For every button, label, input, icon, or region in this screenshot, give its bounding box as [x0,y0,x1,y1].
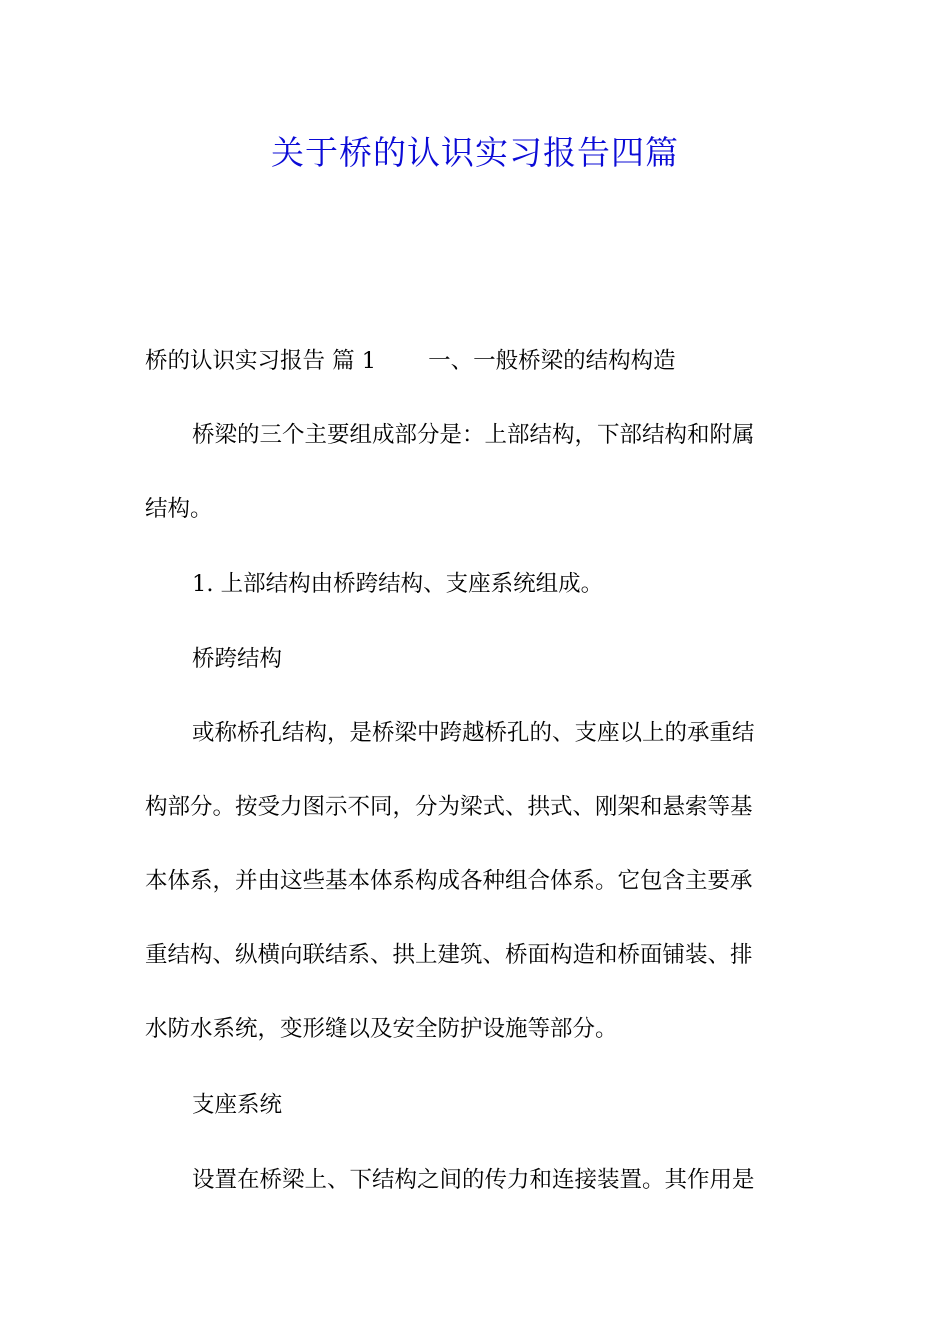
subheading-text: 桥跨结构 [192,646,283,672]
report-heading: 桥的认识实习报告 篇 1 [145,348,377,374]
paragraph-line: 结构。 [145,496,213,522]
subheading-span-structure [145,641,810,677]
paragraph-line: 本体系，并由这些基本体系构成各种组合体系。它包含主要承 [145,868,753,894]
document-title: 关于桥的认识实习报告四篇 [271,133,679,172]
paragraph-line: 桥梁的三个主要组成部分是：上部结构，下部结构和附属 [192,422,755,448]
paragraph-upper-structure [145,566,810,602]
paragraph-main-parts [145,417,810,527]
paragraph-bearing-system [145,1162,810,1198]
paragraph-line: 或称桥孔结构，是桥梁中跨越桥孔的、支座以上的承重结 [192,720,755,746]
paragraph-line: 重结构、纵横向联结系、拱上建筑、桥面构造和桥面铺装、排 [145,942,753,968]
paragraph-line: 设置在桥梁上、下结构之间的传力和连接装置。其作用是 [192,1167,755,1193]
section-heading [145,343,810,379]
paragraph-line: 构部分。按受力图示不同，分为梁式、拱式、刚架和悬索等基 [145,794,753,820]
paragraph-line: 水防水系统，变形缝以及安全防护设施等部分。 [145,1016,618,1042]
paragraph-line: 1. 上部结构由桥跨结构、支座系统组成。 [192,571,604,597]
subheading-text: 支座系统 [192,1092,283,1118]
subheading-bearing-system [145,1087,810,1123]
section-title: 一、一般桥梁的结构构造 [428,348,676,374]
paragraph-span-structure [145,715,810,1047]
